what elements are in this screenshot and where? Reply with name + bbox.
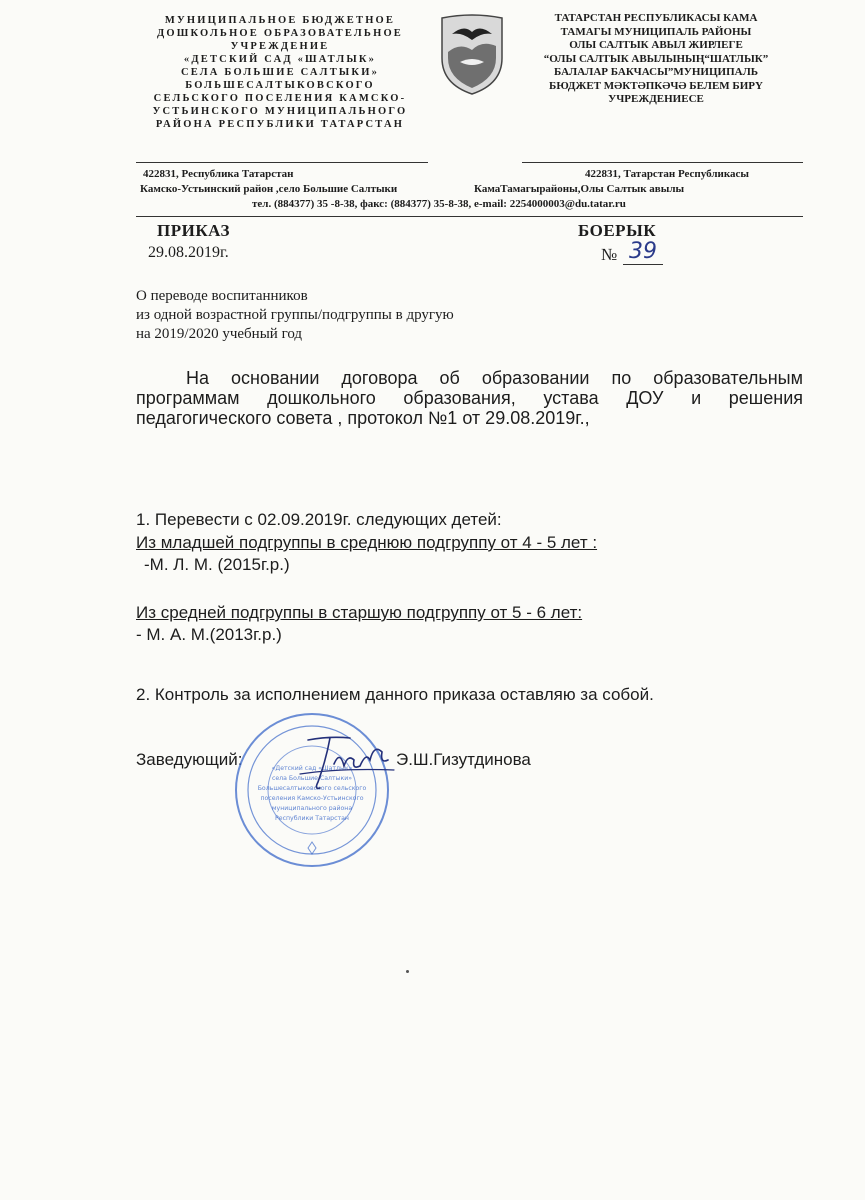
- signature-name: Э.Ш.Гизутдинова: [396, 750, 531, 769]
- stamp-text-line: поселения Камско-Устьинского: [260, 795, 364, 802]
- header-left-line: БОЛЬШЕСАЛТЫКОВСКОГО: [185, 80, 375, 91]
- order-subject: [136, 287, 454, 344]
- header-left-line: УЧРЕЖДЕНИЕ: [230, 41, 330, 52]
- group-1-heading: Из младшей подгруппы в среднюю подгруппу от 4 - 5 лет :: [136, 533, 598, 552]
- subject-line: из одной возрастной группы/подгруппы в другую: [136, 307, 454, 323]
- address-left-line2: Камско-Устьинский район ,село Большие Салтыки: [140, 183, 398, 195]
- header-divider-right: [522, 162, 803, 163]
- order-title-ru: ПРИКАЗ: [157, 221, 230, 240]
- stamp-text-line: Республики Татарстан: [275, 815, 349, 822]
- body-paragraph-text: На основании договора об образовании по образовательным программам дошкольного образования, устава ДОУ и решения педагогического совета , протокол №1 от 29.08.2019г.,: [136, 368, 803, 428]
- coat-of-arms-icon: [438, 12, 506, 96]
- stamp-text-line: «Детский сад «Шатлык»: [271, 765, 353, 772]
- header-left-line: «ДЕТСКИЙ САД «ШАТЛЫК»: [183, 54, 377, 65]
- body-paragraph: [136, 368, 803, 428]
- stamp-text-line: муниципального района: [271, 805, 353, 812]
- header-divider-left: [136, 162, 428, 163]
- handwritten-signature-icon: [290, 730, 400, 800]
- group-2-heading: Из средней подгруппы в старшую подгруппу от 5 - 6 лет:: [136, 603, 583, 622]
- header-right-line: “ОЛЫ САЛТЫК АВЫЛЫНЫҢ“ШАТЛЫК”: [543, 52, 769, 65]
- subject-line: на 2019/2020 учебный год: [136, 326, 303, 342]
- group-2-child: - М. А. М.(2013г.р.): [136, 625, 282, 644]
- header-left-line: СЕЛА БОЛЬШИЕ САЛТЫКИ»: [180, 67, 380, 78]
- order-number-label: №: [601, 245, 618, 264]
- header-left-line: УСТЬИНСКОГО МУНИЦИПАЛЬНОГО: [152, 106, 408, 117]
- address-divider: [136, 216, 803, 217]
- header-left-line: ДОШКОЛЬНОЕ ОБРАЗОВАТЕЛЬНОЕ: [156, 28, 404, 39]
- subject-line: О переводе воспитанников: [136, 288, 308, 304]
- order-date: 29.08.2019г.: [148, 244, 229, 261]
- header-right-line: УЧРЕЖДЕНИЕСЕ: [608, 93, 704, 105]
- header-right-line: ТАМАГЫ МУНИЦИПАЛЬ РАЙОНЫ: [560, 25, 752, 38]
- group-1-child: -М. Л. М. (2015г.р.): [144, 555, 290, 574]
- header-right-line: ТАТАРСТАН РЕСПУБЛИКАСЫ КАМА: [554, 12, 758, 24]
- order-number-handwritten: 39: [623, 240, 663, 265]
- stamp-text-line: Большесалтыковского сельского: [257, 785, 367, 792]
- contacts-line: тел. (884377) 35 -8-38, факс: (884377) 35-8-38, e-mail: 2254000003@du.tatar.ru: [252, 198, 626, 210]
- order-title-tt: БОЕРЫК: [578, 221, 657, 240]
- header-right-tatar: [506, 12, 806, 107]
- paper-speck: [406, 970, 409, 973]
- address-left-line1: 422831, Республика Татарстан: [143, 168, 294, 180]
- header-right-line: БАЛАЛАР БАКЧАСЫ”МУНИЦИПАЛЬ: [553, 66, 759, 78]
- address-right-line2: КамаТамагырайоны,Олы Салтык авылы: [474, 183, 685, 195]
- address-right-line1: 422831, Татарстан Республикасы: [585, 168, 749, 180]
- item-2: 2. Контроль за исполнением данного приказа оставляю за собой.: [136, 685, 654, 704]
- header-right-line: БЮДЖЕТ МӘКТӘПКӘЧӘ БЕЛЕМ БИРҮ: [549, 79, 763, 92]
- header-right-line: ОЛЫ САЛТЫК АВЫЛ ЖИРЛЕГЕ: [569, 39, 743, 51]
- signature-role: Заведующий:: [136, 750, 243, 769]
- item-1: 1. Перевести с 02.09.2019г. следующих детей:: [136, 510, 502, 529]
- header-left-russian: [130, 14, 430, 131]
- stamp-text-line: села Большие Салтыки»: [271, 775, 353, 782]
- header-left-line: РАЙОНА РЕСПУБЛИКИ ТАТАРСТАН: [155, 119, 405, 130]
- header-left-line: МУНИЦИПАЛЬНОЕ БЮДЖЕТНОЕ: [164, 15, 396, 26]
- header-left-line: СЕЛЬСКОГО ПОСЕЛЕНИЯ КАМСКО-: [153, 93, 407, 104]
